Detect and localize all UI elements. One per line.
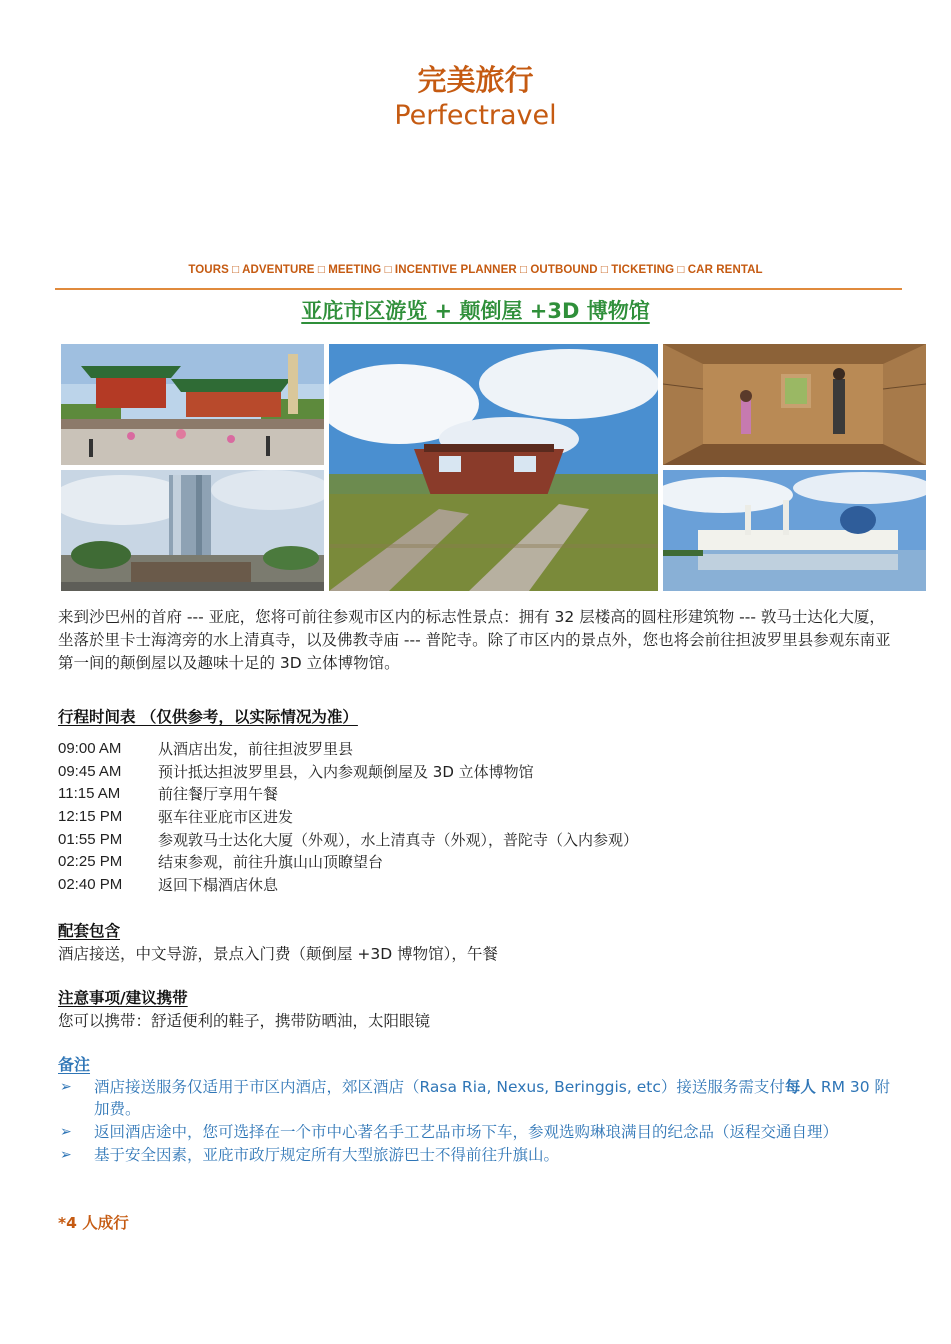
note-text: 返回酒店途中，您可选择在一个市中心著名手工艺品市场下车，参观选购琳琅满目的纪念品（返程交通自理）: [94, 1123, 839, 1141]
advice-text: 您可以携带：舒适便利的鞋子，携带防晒油，太阳眼镜: [58, 1012, 431, 1030]
photo-pagoda-temple: [61, 344, 324, 465]
services-line: TOURS □ ADVENTURE □ MEETING □ INCENTIVE PLANNER □ OUTBOUND □ TICKETING □ CAR RENTAL: [188, 264, 763, 276]
header-divider: [55, 288, 902, 290]
schedule-time: 09:45 AM: [58, 762, 122, 780]
package-heading: 配套包含: [58, 922, 121, 940]
schedule-list: [58, 738, 878, 897]
schedule-row: [58, 738, 878, 761]
brand-name-english: Perfectravel: [394, 100, 557, 131]
note-emphasis: 每人: [784, 1078, 816, 1096]
group-size-note: *4 人成行: [58, 1214, 129, 1232]
arrow-bullet-icon: ➢: [60, 1079, 72, 1095]
schedule-time: 02:25 PM: [58, 853, 123, 871]
intro-paragraph: 来到沙巴州的首府 --- 亚庇，您将可前往参观市区内的标志性景点：拥有 32 层楼高的圆柱形建筑物 --- 敦马士达化大厦，坐落於里卡士海湾旁的水上清真寺，以及佛教寺庙 --- 普陀寺。除了市区内的景点外，您也将会前往担波罗里县参观东南亚第一间的颠倒屋以及趣味十足的 3D 立体博物馆。: [58, 608, 891, 672]
schedule-desc: 结束参观，前往升旗山山顶瞭望台: [158, 853, 384, 872]
schedule-row: [58, 851, 878, 874]
photo-tower-building: [61, 470, 324, 591]
schedule-row: [58, 761, 878, 784]
schedule-time: 11:15 AM: [58, 785, 121, 803]
schedule-heading: 行程时间表 （仅供参考，以实际情况为准）: [58, 708, 358, 726]
schedule-desc: 返回下榻酒店休息: [158, 876, 279, 895]
photo-wooden-room-3d: [663, 344, 926, 465]
advice-heading: 注意事项/建议携带: [58, 989, 188, 1007]
schedule-time: 09:00 AM: [58, 740, 122, 757]
arrow-bullet-icon: ➢: [60, 1124, 72, 1140]
note-item: [58, 1076, 898, 1120]
photo-upside-down-house: [329, 344, 658, 591]
package-text: 酒店接送，中文导游，景点入门费（颠倒屋 +3D 博物馆），午餐: [58, 945, 498, 963]
schedule-time: 01:55 PM: [58, 830, 123, 848]
schedule-desc: 前往餐厅享用午餐: [158, 785, 279, 804]
note-item: [58, 1121, 898, 1143]
schedule-desc: 参观敦马士达化大厦（外观），水上清真寺（外观），普陀寺（入内参观）: [158, 830, 639, 849]
notes-list: [58, 1076, 898, 1167]
schedule-desc: 从酒店出发，前往担波罗里县: [158, 740, 354, 758]
schedule-time: 12:15 PM: [58, 808, 123, 826]
schedule-row: [58, 874, 878, 897]
photo-floating-mosque: [663, 470, 926, 591]
schedule-row: [58, 806, 878, 829]
tour-title: 亚庇市区游览 + 颠倒屋 +3D 博物馆: [301, 299, 650, 323]
notes-heading: 备注: [58, 1055, 91, 1074]
schedule-time: 02:40 PM: [58, 876, 123, 894]
schedule-desc: 预计抵达担波罗里县，入内参观颠倒屋及 3D 立体博物馆: [158, 762, 534, 781]
schedule-row: [58, 783, 878, 806]
schedule-row: [58, 829, 878, 852]
note-item: [58, 1144, 898, 1166]
note-text: 基于安全因素，亚庇市政厅规定所有大型旅游巴士不得前往升旗山。: [94, 1146, 560, 1164]
brand-name-chinese: 完美旅行: [417, 63, 534, 97]
schedule-desc: 驱车往亚庇市区进发: [158, 808, 294, 827]
note-text: 酒店接送服务仅适用于市区内酒店，郊区酒店（Rasa Ria, Nexus, Beringgis, etc）接送服务需支付每人 RM 30 附加费。: [94, 1078, 891, 1118]
arrow-bullet-icon: ➢: [60, 1147, 72, 1163]
